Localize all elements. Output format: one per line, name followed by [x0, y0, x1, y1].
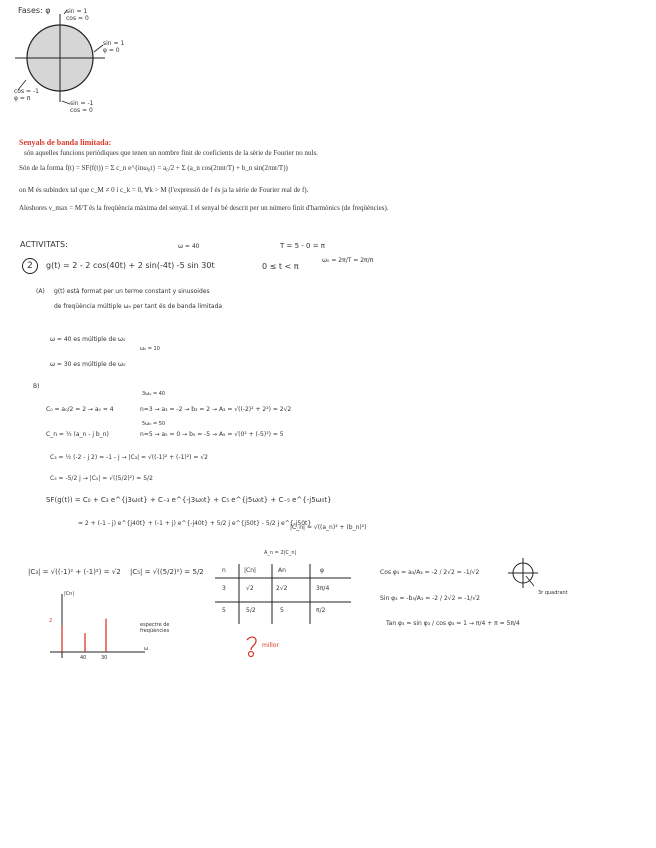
tan-phi-3: Tan φ₃ = sin φ₃ / cos φ₃ = 1 → π/4 + π = 5π/4: [386, 620, 520, 627]
period-note: T = 5 - 0 = π: [280, 242, 326, 250]
calc-c0: C₀ = a₀/2 = 2 → a₀ = 4: [46, 406, 114, 413]
doodle-text: millor: [262, 642, 279, 649]
part-a-note-2: ω = 30 es múltiple de ω₀: [50, 361, 126, 368]
note-3w0: 3ω₀ = 40: [142, 391, 166, 397]
table-cell: 5: [222, 607, 226, 614]
tick-label-40: 40: [80, 655, 87, 661]
omega-note: ω = 40: [178, 243, 200, 250]
y-tick-label: 2: [49, 618, 53, 624]
table-cell: 5: [280, 607, 284, 614]
domain-note: 0 ≤ t < π: [262, 262, 299, 271]
table-header-an: An: [278, 567, 286, 574]
table-cell: √2: [246, 585, 254, 592]
part-a-note-1b: ω₀ = 10: [140, 346, 160, 352]
section-title: Senyals de banda limitada:: [19, 138, 112, 147]
note-5w0: 5ω₀ = 50: [142, 421, 166, 427]
table-cell: 3: [222, 585, 226, 592]
part-a-text-2: de freqüència múltiple ω₀ per tant és de banda limitada: [54, 303, 223, 310]
circle-left-label: cos = -1 φ = π: [14, 88, 39, 102]
part-a-note-1: ω = 40 es múltiple de ω₀: [50, 336, 126, 343]
activity-title: ACTIVITATS:: [20, 240, 68, 249]
calc-cn: C_n = ½ (a_n - j b_n): [46, 431, 109, 438]
cn-formula: |C_n| = √((a_n)² + (b_n)²): [290, 524, 367, 531]
calc-c3: C₃ = ½ (-2 - j 2) = -1 - j → |C₃| = √((-1)² + (-1)²) = √2: [50, 454, 208, 461]
part-a-text-1: g(t) està format per un terme constant y sinusoides: [54, 288, 210, 295]
doodle-icon: [244, 636, 260, 658]
part-a-label: (A): [36, 288, 45, 295]
table-cell: 5/2: [246, 607, 256, 614]
w0-note: ω₀ = 2π/T = 2π/π: [322, 257, 374, 264]
main-equation: g(t) = 2 - 2 cos(40t) + 2 sin(-4t) -5 sin 30t: [46, 261, 215, 270]
table-header-cn: |Cn|: [244, 567, 257, 574]
phase-label: Fases: φ: [18, 6, 51, 15]
quadrant-sketch-icon: [506, 556, 540, 590]
circle-top-label: sin = 1 cos = 0: [66, 8, 89, 22]
table-cell: π/2: [316, 607, 326, 614]
calc-c5: C₅ = -5/2 j → |C₅| = √((5/2)²) = 5/2: [50, 475, 153, 482]
calc-sf: SF(g(t)) = C₀ + C₃ e^{j3ω₀t} + C₋₃ e^{-j3ω₀t} + C₅ e^{j5ω₀t} + C₋₅ e^{-j5ω₀t}: [46, 496, 332, 504]
an-formula: A_n = 2|C_n|: [264, 550, 297, 556]
spectrum-xlabel: ω: [144, 646, 149, 652]
cos-phi-3: Cos φ₃ = a₃/A₃ = -2 / 2√2 = -1/√2: [380, 569, 480, 576]
theory-line-1: són aquelles funcions periòdiques que tenen un nombre finit de coeficients de la sèrie de Fourier no nuls.: [24, 149, 318, 157]
tick-label-30: 30: [101, 655, 108, 661]
c3-abs: |C₃| = √((-1)² + (-1)²) = √2: [28, 568, 121, 576]
calc-n5: n=5 → a₅ = 0 → b₅ = -5 → A₅ = √(0² + (-5)²) = 5: [140, 431, 284, 438]
spectrum-note: espectre de freqüències: [140, 622, 170, 634]
calc-sf-expanded: = 2 + (-1 - j) e^{j40t} + (-1 + j) e^{-j40t} + 5/2 j e^{j50t} - 5/2 j e^{-j50t}: [78, 520, 312, 527]
table-header-phi: φ: [320, 567, 324, 574]
table-header-n: n: [222, 567, 226, 574]
quadrant-note: 3r quadrant: [538, 590, 568, 596]
calc-n3: n=3 → a₃ = -2 → b₃ = 2 → A₃ = √((-2)² + 2²) = 2√2: [140, 406, 292, 413]
table-cell: 2√2: [276, 585, 288, 592]
theory-line-3: on M és subíndex tal que c_M ≠ 0 i c_k = 0, ∀k > M (l'expressió de f és ja la sèrie de Fourier real de f).: [19, 186, 309, 194]
spectrum-chart: [40, 590, 150, 665]
sin-phi-3: Sin φ₃ = -b₃/A₃ = -2 / 2√2 = -1/√2: [380, 595, 480, 602]
table-cell: 3π/4: [316, 585, 330, 592]
theory-line-2: Són de la forma f(t) = SF(f(t)) = Σ c_n e^{inω₀t} = a₀/2 + Σ (a_n cos(2πnt/T) + b_n sin(2πnt/T)): [19, 164, 288, 172]
circle-bottom-label: sin = -1 cos = 0: [70, 100, 94, 114]
circle-right-label: sin = 1 φ = 0: [103, 40, 125, 54]
part-b-label: B): [33, 383, 40, 390]
c5-abs: |C₅| = √((5/2)²) = 5/2: [130, 568, 204, 576]
exercise-number: 2: [22, 258, 38, 274]
spectrum-ylabel: |Cn|: [64, 591, 75, 597]
theory-line-4: Aleshores ν_max = M/T és la freqüència màxima del senyal. I el senyal bé descrit per un número finit d'harmònics (de freqüències).: [19, 204, 389, 212]
